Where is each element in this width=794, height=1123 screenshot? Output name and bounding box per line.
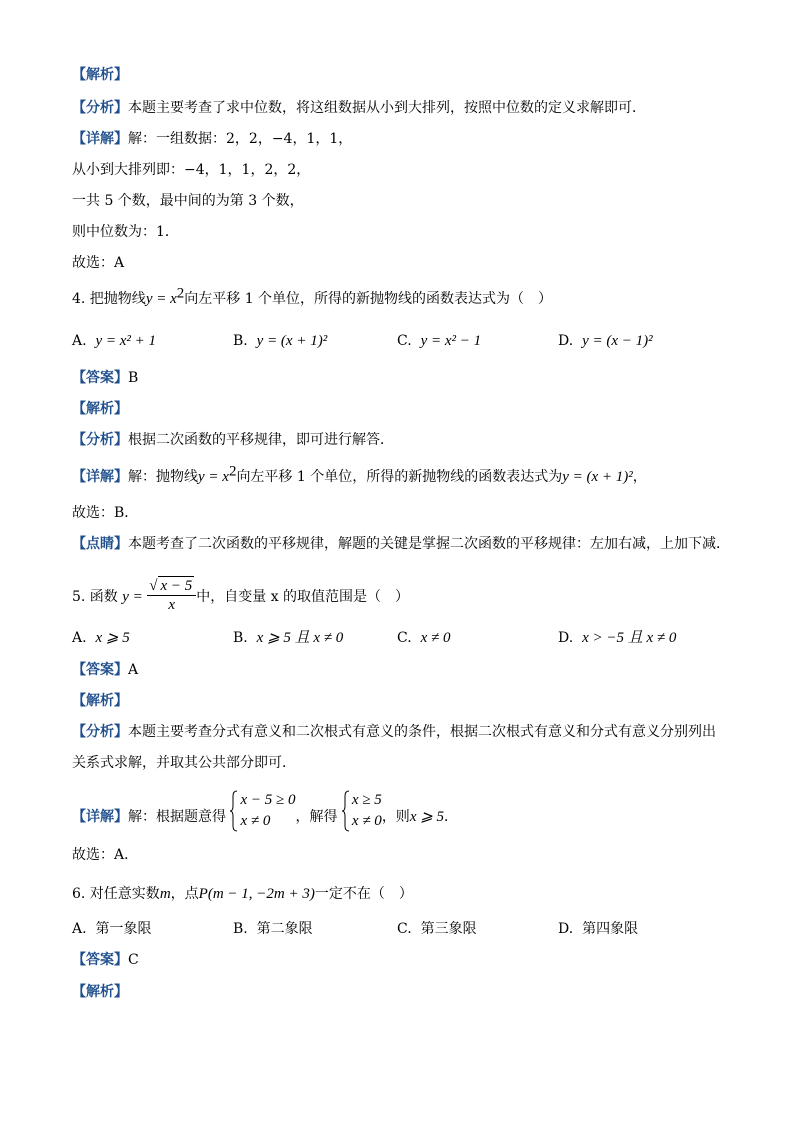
q5-option-a: A. x ⩾ 5: [72, 630, 130, 646]
q6-option-d: D. 第四象限: [558, 921, 639, 937]
q6-option-a: A. 第一象限: [72, 921, 152, 937]
comment-line: 【点睛】本题考查了二次函数的平移规律，解题的关键是掌握二次函数的平移规律：左加右减，上加下减．: [72, 536, 730, 552]
q5-option-c: C. x ≠ 0: [397, 630, 451, 646]
solution-line: 【详解】解：抛物线$y = x^2$向左平移 1 个单位，所得的新抛物线的函数表达式为y = (x + 1)²，: [72, 463, 647, 485]
answer-line: 【答案】C: [72, 952, 139, 968]
choice-line: 故选：A．: [72, 847, 139, 863]
analysis-heading: 【解析】: [72, 693, 128, 709]
solution-line: 【详解】解：一组数据：2，2，−4，1，1，: [72, 131, 353, 147]
analysis-heading: 【解析】: [72, 67, 128, 83]
question-5-stem: 5. 函数 y = $\frac{√ x - 5}{x}$ 中，自变量 x 的取值范围是（ ）: [72, 578, 410, 613]
q5-option-d: D. x > −5 且 x ≠ 0: [558, 630, 677, 646]
equation-system: x − 5 ≥ 0 x ≠ 0: [230, 790, 295, 842]
q4-option-b: B. y = (x + 1)²: [233, 333, 328, 349]
q6-option-b: B. 第二象限: [233, 921, 313, 937]
q4-option-c: C. y = x² − 1: [397, 333, 482, 349]
choice-line: 故选：B．: [72, 505, 139, 521]
solution-line: 【详解】解：根据题意得 x − 5 ≥ 0 x ≠ 0 ，解得 x ≥ 5 x ≠ 0 ，则x ⩾ 5．: [72, 791, 458, 843]
q4-option-d: D. y = (x − 1)²: [558, 333, 653, 349]
question-6-stem: 6. 对任意实数m，点P(m − 1, −2m + 3)一定不在（ ）: [72, 886, 413, 902]
analysis-heading: 【解析】: [72, 984, 128, 1000]
equation-system: x ≥ 5 x ≠ 0: [342, 790, 382, 842]
analysis-line: 【分析】根据二次函数的平移规律，即可进行解答．: [72, 432, 394, 448]
q4-option-a: A. y = x² + 1: [72, 333, 157, 349]
solution-step: 从小到大排列即：−4，1，1，2，2，: [72, 162, 311, 178]
analysis-line: 【分析】本题主要考查了求中位数，将这组数据从小到大排列，按照中位数的定义求解即可．: [72, 100, 646, 116]
answer-line: 【答案】A: [72, 662, 139, 678]
analysis-line: 关系式求解，并取其公共部分即可．: [72, 755, 296, 771]
solution-step: 则中位数为：1．: [72, 224, 179, 240]
q5-option-b: B. x ⩾ 5 且 x ≠ 0: [233, 630, 344, 646]
choice-line: 故选：A: [72, 255, 125, 271]
answer-line: 【答案】B: [72, 370, 139, 386]
analysis-heading: 【解析】: [72, 401, 128, 417]
solution-step: 一共 5 个数，最中间的为第 3 个数，: [72, 193, 304, 209]
q6-option-c: C. 第三象限: [397, 921, 477, 937]
fraction: $\frac{√ x - 5}{x}$: [147, 576, 196, 614]
question-4-stem: 4. 把抛物线$y = x^2$向左平移 1 个单位，所得的新抛物线的函数表达式为（ ）: [72, 285, 553, 307]
analysis-line: 【分析】本题主要考查分式有意义和二次根式有意义的条件，根据二次根式有意义和分式有意义分别列出: [72, 724, 716, 740]
